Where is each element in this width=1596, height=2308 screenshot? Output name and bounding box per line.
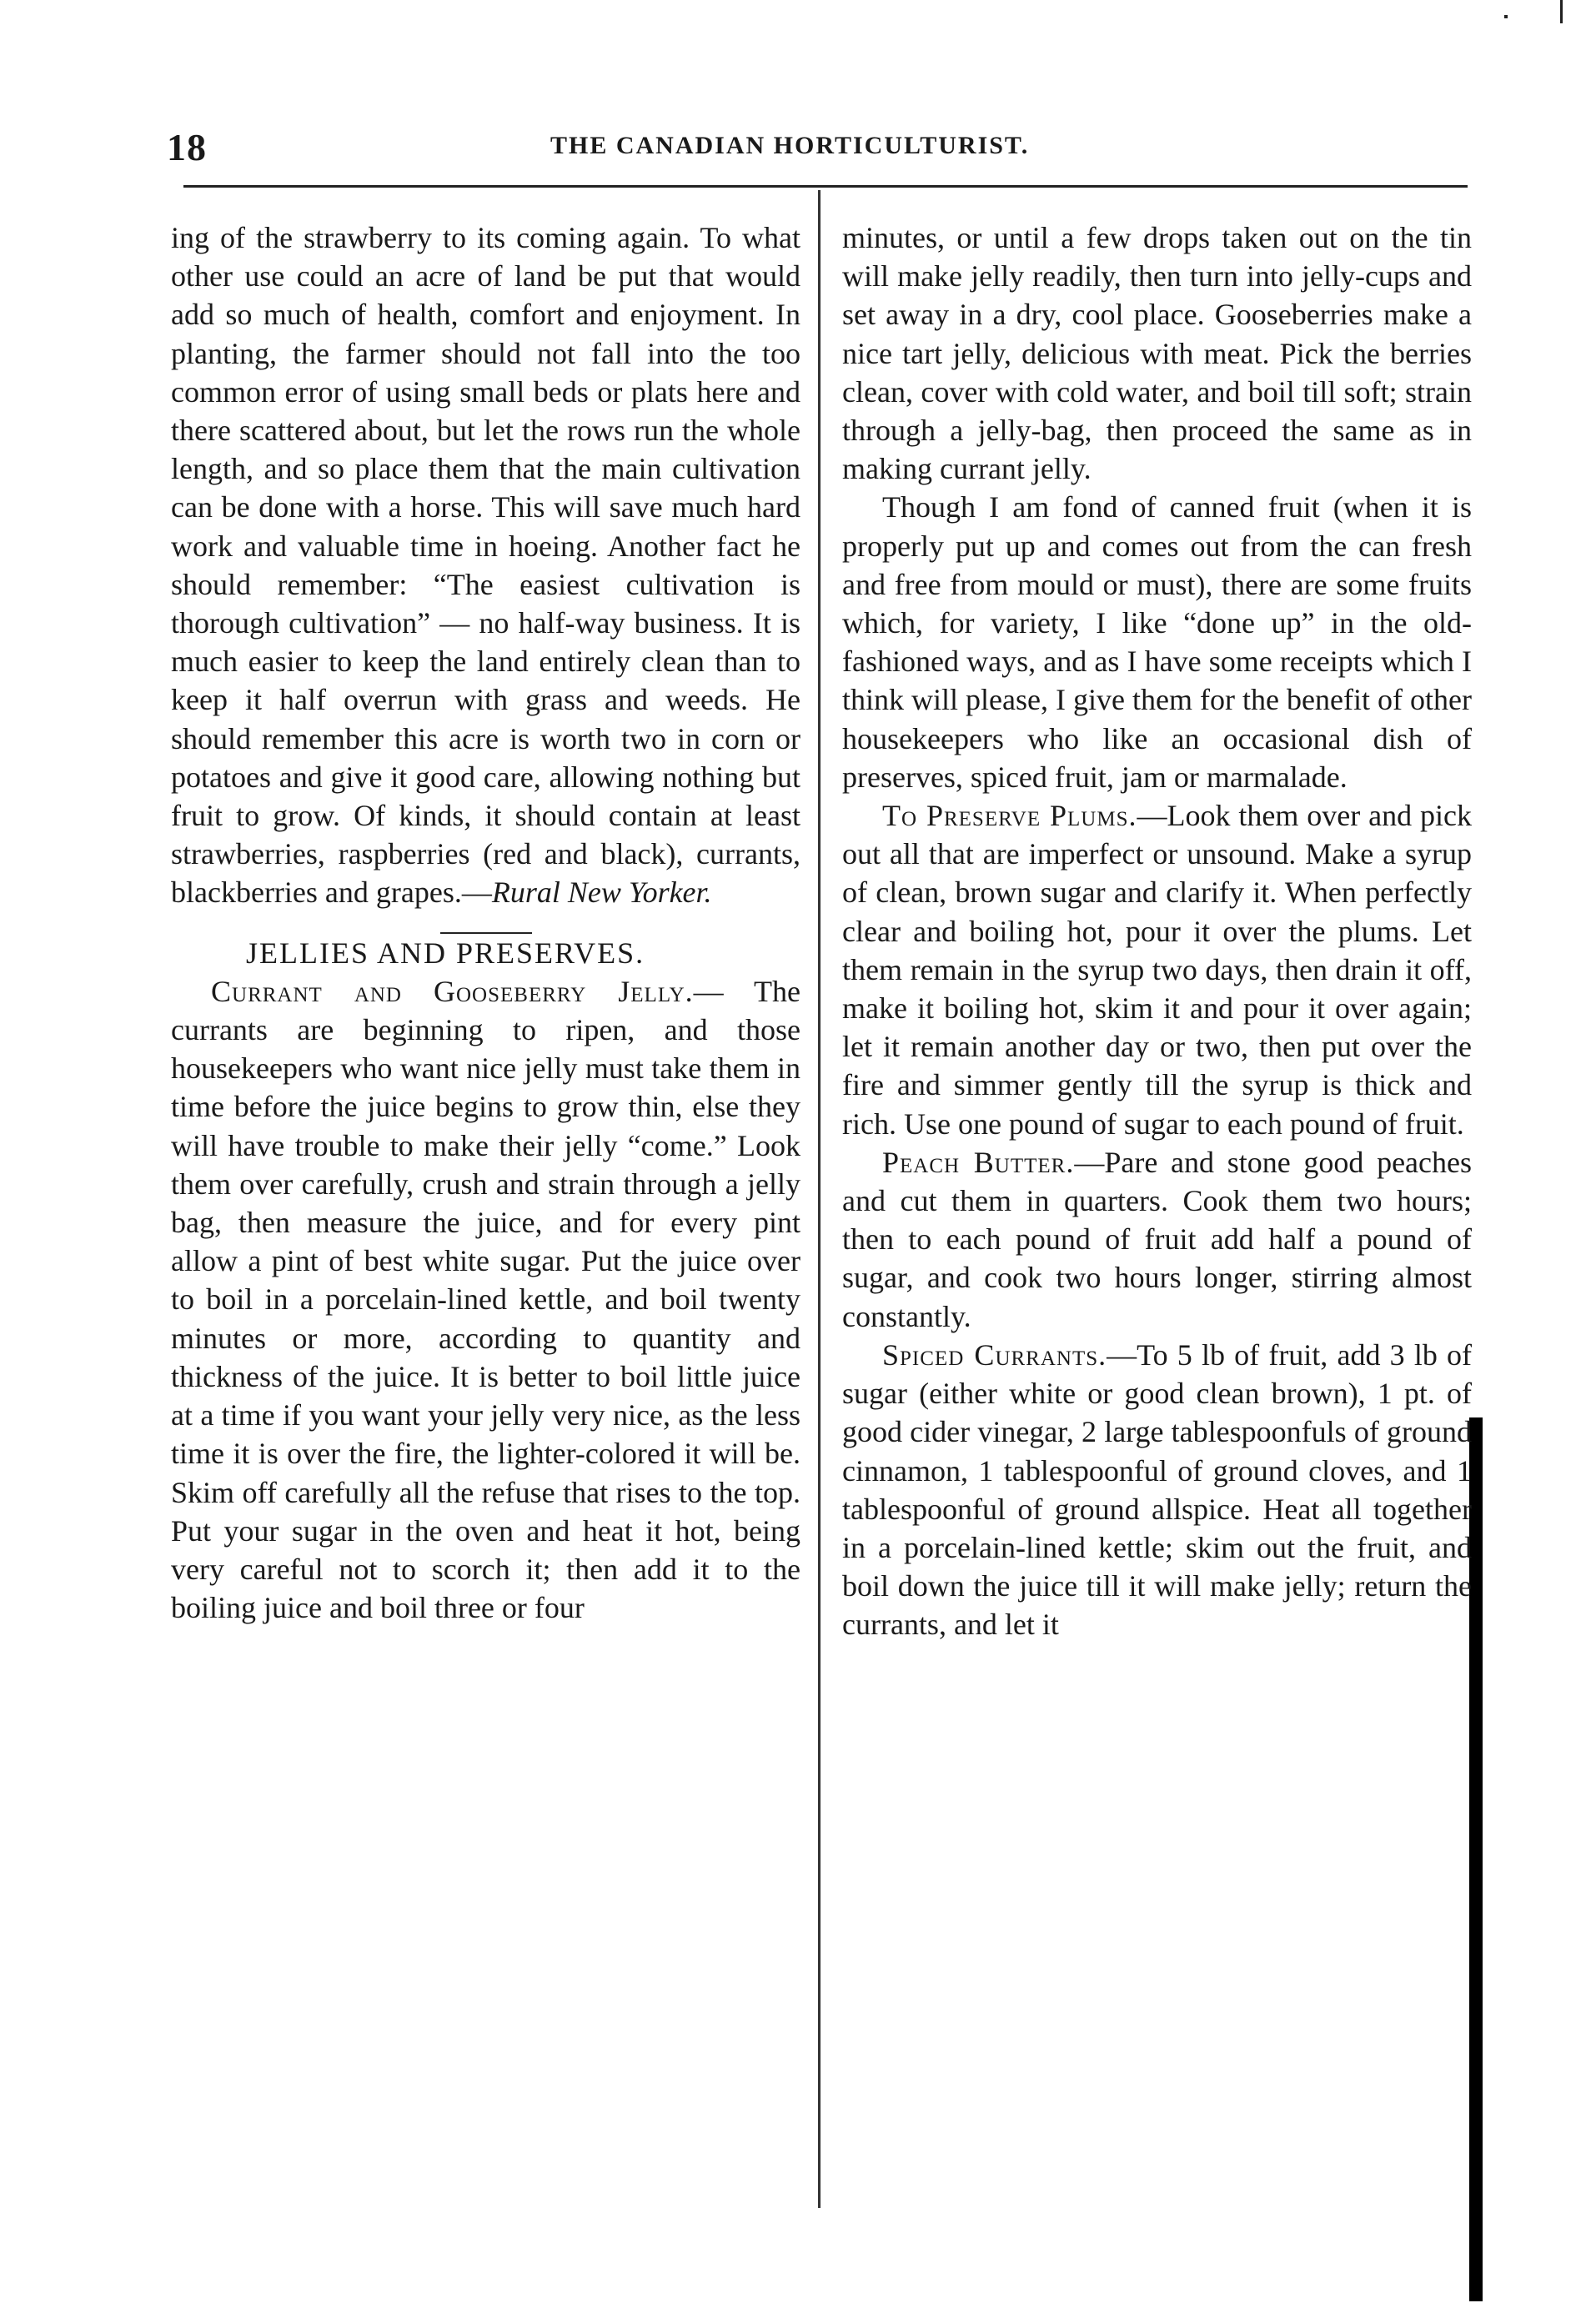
peach-butter-title: Peach Butter. <box>882 1145 1075 1179</box>
section-heading: JELLIES AND PRESERVES. <box>246 936 645 970</box>
left-column <box>171 218 801 1627</box>
peach-butter-text: —Pare and stone good peaches and cut them in quarters. Cook them two hours; then to each pound of fruit add half a pound of sugar, and cook two hours longer, stirring almost constantly. <box>842 1145 1473 1333</box>
preserve-plums-text: —Look them over and pick out all that are imperfect or unsound. Make a syrup of clean, brown sugar and clarify it. When perfectly clear and boiling hot, pour it over the plums. Let them remain in the syrup two days, then drain it off, make it boiling hot, skim it and pour it over again; let it remain another day or two, then put over the fire and simmer gently till the syrup is thick and rich. Use one pound of sugar to each pound of fruit. <box>842 799 1472 1141</box>
preserve-plums-title: To Preserve Plums. <box>882 799 1137 833</box>
spiced-currants-paragraph <box>842 1336 1472 1644</box>
strawberry-text: ing of the strawberry to its coming again. To what other use could an acre of land be put that would add so much of health, comfort and enjoyment. In planting, the farmer should not fall into the too common error of using small beds or plats here and there scattered about, but let the rows run the whole length, and so place them that the main cultivation can be done with a horse. This will save much hard work and valuable time in hoeing. Another fact he should remember: “The easiest cultivation is thorough cultivation” — no half-way business. It is much easier to keep the land entirely clean than to keep it half overrun with grass and weeds. He should remember this acre is worth two in corn or potatoes and give it good care, allowing nothing but fruit to grow. Of kinds, it should contain at least strawberries, raspberries (red and black), currants, blackberries and grapes.— <box>171 221 801 910</box>
column-divider <box>818 190 821 2208</box>
running-title: THE CANADIAN HORTICULTURIST. <box>550 132 1030 159</box>
preserve-plums-paragraph <box>842 796 1472 1143</box>
strawberry-paragraph <box>171 218 801 912</box>
spiced-currants-text: —To 5 lb of fruit, add 3 lb of sugar (either white or good clean brown), 1 pt. of good cider vinegar, 2 large tablespoonfuls of ground cinnamon, 1 tablespoonful of ground cloves, and 1 tablespoonful of ground allspice. Heat all together in a porcelain-lined kettle; skim out the fruit, and boil down the juice till it will make jelly; return the currants, and let it <box>842 1337 1473 1642</box>
jelly-continuation-paragraph: minutes, or until a few drops taken out on the tin will make jelly readily, then turn into jelly-cups and set away in a dry, cool place. Gooseberries make a nice tart jelly, delicious with meat. Pick the berries clean, cover with cold water, and boil till soft; strain through a jelly-bag, then proceed the same as in making currant jelly. <box>842 221 1472 486</box>
source-credit: Rural New Yorker. <box>491 876 712 910</box>
page-header <box>167 125 1476 175</box>
page-number: 18 <box>167 126 207 168</box>
currant-jelly-title: Currant and Gooseberry Jelly. <box>211 974 694 1008</box>
currant-jelly-text: — The currants are beginning to ripen, and those housekeepers who want nice jelly must take them in time before the juice begins to grow thin, else they will have trouble to make their jelly “come.” Look them over carefully, crush and strain through a jelly bag, then measure the juice, and for every pint allow a pint of best white sugar. Put the juice over to boil in a porcelain-lined kettle, and boil twenty minutes or more, according to quantity and thickness of the juice. It is better to boil little juice at a time if you want your jelly very nice, as the less time it is over the fire, the lighter-colored it will be. Skim off carefully all the refuse that rises to the top. Put your sugar in the oven and heat it hot, being very careful not to scorch it; then add it to the boiling juice and boil three or four <box>171 974 801 1625</box>
right-column <box>842 218 1472 1644</box>
top-right-mark <box>1560 0 1563 23</box>
canned-fruit-paragraph: Though I am fond of canned fruit (when it is properly put up and comes out from the can fresh and free from mould or must), there are some fruits which, for variety, I like “done up” in the old-fashioned ways, and as I have some receipts which I think will please, I give them for the benefit of other housekeepers who like an occasional dish of preserves, spiced fruit, jam or marmalade. <box>842 490 1472 794</box>
peach-butter-paragraph <box>842 1143 1472 1336</box>
header-rule <box>183 185 1468 188</box>
spiced-currants-title: Spiced Currants. <box>882 1337 1107 1372</box>
currant-jelly-paragraph <box>171 972 801 1627</box>
top-right-dot <box>1504 15 1508 18</box>
